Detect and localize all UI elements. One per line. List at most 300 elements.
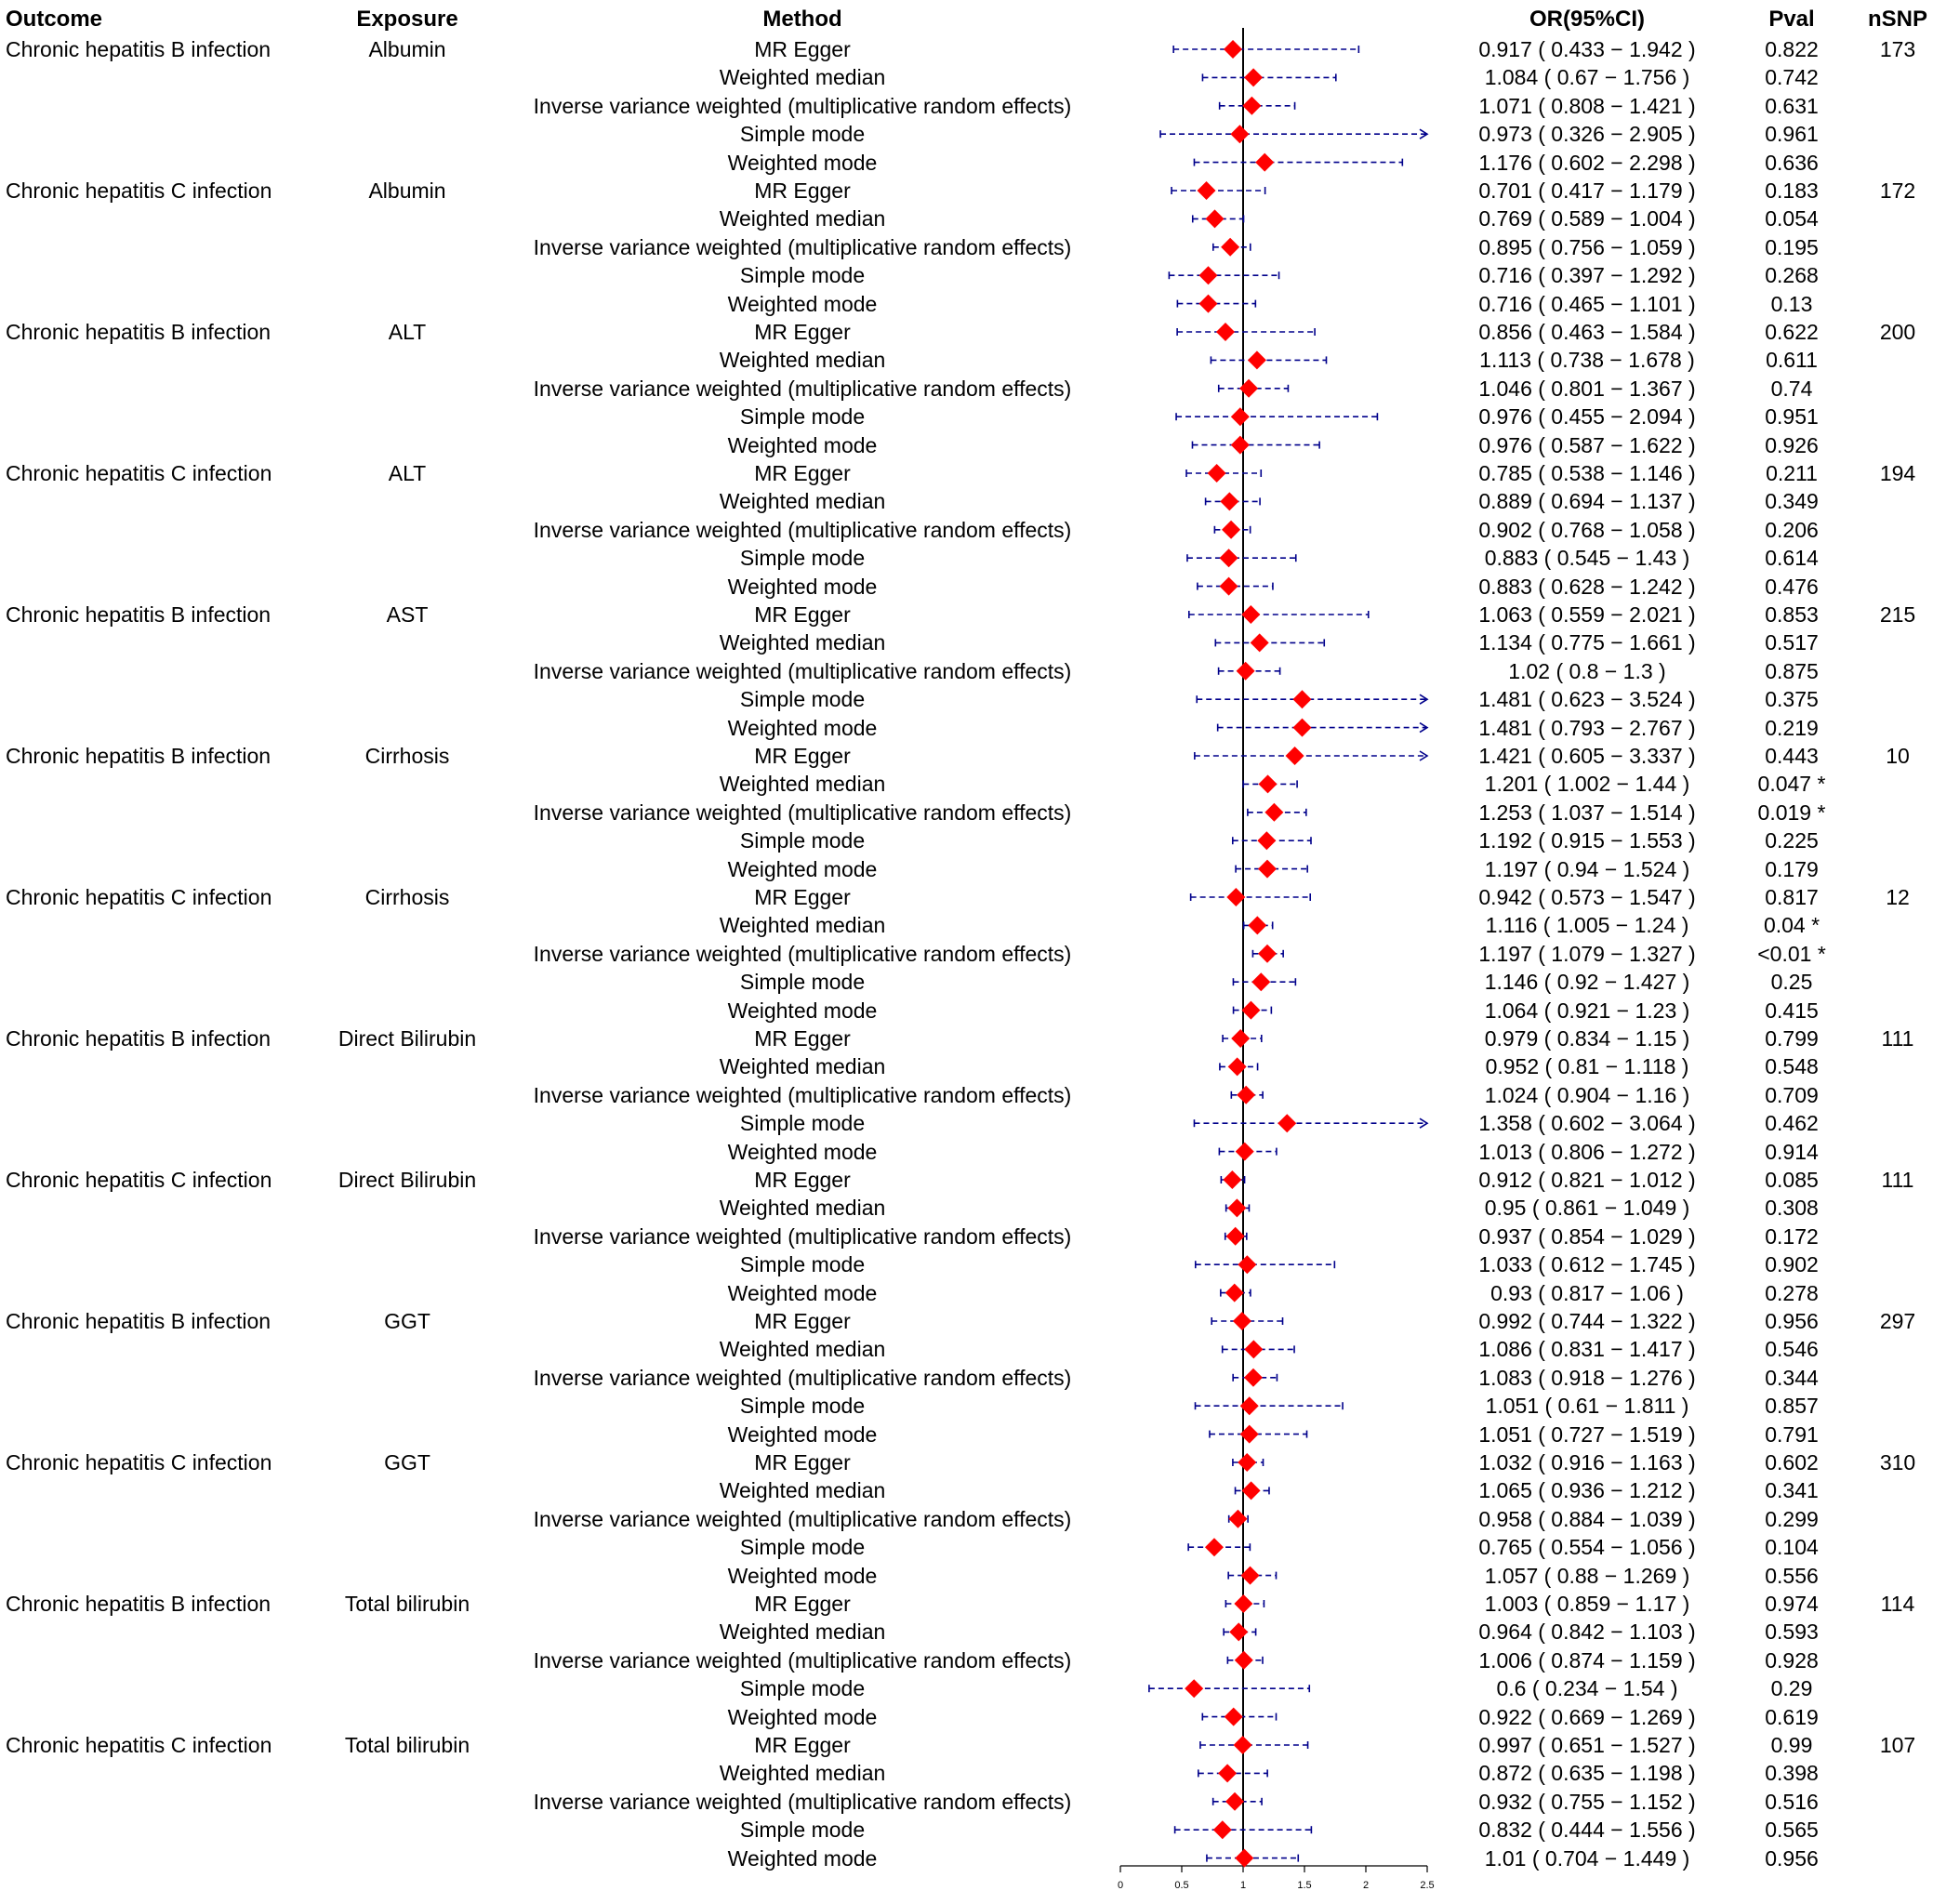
exposure-cell: ALT (388, 320, 427, 344)
exposure-cell: GGT (384, 1450, 430, 1474)
pval-cell: 0.956 (1765, 1309, 1819, 1333)
or-ci-cell: 1.02 ( 0.8 − 1.3 ) (1508, 658, 1666, 683)
method-cell: Simple mode (739, 263, 866, 288)
or-ci-cell: 1.253 ( 1.037 − 1.514 ) (1478, 800, 1696, 825)
method-cell: Simple mode (739, 1111, 866, 1136)
header-exposure: Exposure (356, 7, 458, 32)
method-cell: Inverse variance weighted (multiplicative random effects) (533, 658, 1072, 683)
pval-cell: 0.611 (1766, 348, 1818, 373)
pval-cell: 0.219 (1765, 715, 1819, 740)
or-ci-cell: 1.197 ( 1.079 − 1.327 ) (1478, 941, 1696, 966)
or-ci-cell: 1.071 ( 0.808 − 1.421 ) (1478, 93, 1696, 118)
method-cell: Weighted mode (727, 1139, 878, 1164)
or-ci-cell: 1.013 ( 0.806 − 1.272 ) (1478, 1139, 1696, 1164)
or-ci-cell: 0.979 ( 0.834 − 1.15 ) (1484, 1026, 1690, 1051)
or-point (1226, 1227, 1245, 1246)
x-tick-label: 1 (1239, 1880, 1247, 1891)
pval-cell: 0.799 (1765, 1026, 1819, 1051)
or-ci-cell: 0.895 ( 0.756 − 1.059 ) (1478, 234, 1696, 259)
method-cell: Weighted mode (727, 1704, 878, 1729)
method-cell: Simple mode (739, 1818, 866, 1843)
or-ci-cell: 0.883 ( 0.628 − 1.242 ) (1478, 574, 1696, 599)
pval-cell: 0.853 (1765, 602, 1819, 627)
method-cell: MR Egger (754, 744, 851, 768)
pval-cell: 0.548 (1765, 1054, 1819, 1079)
method-cell: MR Egger (754, 1168, 851, 1192)
pval-cell: 0.822 (1765, 37, 1819, 61)
nsnp-cell: 107 (1879, 1733, 1916, 1757)
pval-cell: 0.742 (1765, 65, 1819, 90)
or-point (1242, 97, 1261, 115)
or-point (1244, 1340, 1263, 1358)
pval-cell: 0.225 (1765, 828, 1819, 853)
method-cell: MR Egger (754, 320, 851, 344)
or-point (1185, 1679, 1203, 1698)
pval-cell: 0.268 (1765, 263, 1819, 288)
pval-cell: 0.857 (1765, 1394, 1819, 1419)
or-point (1234, 1594, 1252, 1613)
method-cell: Weighted median (719, 630, 886, 655)
nsnp-cell: 297 (1879, 1309, 1916, 1333)
header-pval: Pval (1768, 7, 1815, 32)
outcome-cell: Chronic hepatitis C infection (6, 178, 272, 203)
or-point (1292, 690, 1311, 708)
exposure-cell: Direct Bilirubin (338, 1168, 477, 1192)
method-cell: Simple mode (739, 970, 866, 995)
or-point (1220, 492, 1238, 510)
or-point (1292, 719, 1311, 737)
pval-cell: 0.13 (1770, 291, 1813, 316)
or-point (1199, 295, 1218, 313)
method-cell: Inverse variance weighted (multiplicative random effects) (533, 93, 1072, 118)
pval-cell: 0.631 (1765, 93, 1819, 118)
method-cell: Weighted mode (727, 574, 878, 599)
pval-cell: 0.817 (1765, 885, 1819, 909)
exposure-cell: Total bilirubin (344, 1733, 470, 1757)
pval-cell: 0.462 (1765, 1111, 1819, 1136)
pval-cell: <0.01 * (1757, 941, 1826, 966)
method-cell: MR Egger (754, 178, 851, 203)
or-ci-cell: 0.856 ( 0.463 − 1.584 ) (1478, 320, 1696, 344)
pval-cell: 0.928 (1765, 1647, 1819, 1673)
or-ci-cell: 1.083 ( 0.918 − 1.276 ) (1478, 1365, 1696, 1390)
or-ci-cell: 0.912 ( 0.821 − 1.012 ) (1478, 1168, 1696, 1192)
or-ci-cell: 1.051 ( 0.727 − 1.519 ) (1478, 1421, 1696, 1447)
or-point (1238, 1453, 1256, 1472)
or-point (1233, 1312, 1251, 1330)
or-ci-cell: 1.006 ( 0.874 − 1.159 ) (1478, 1647, 1696, 1673)
pval-cell: 0.602 (1765, 1450, 1819, 1474)
or-ci-cell: 1.084 ( 0.67 − 1.756 ) (1484, 65, 1690, 90)
method-cell: Simple mode (739, 1676, 866, 1701)
or-point (1223, 1170, 1241, 1189)
or-point (1238, 1255, 1256, 1274)
or-ci-cell: 0.769 ( 0.589 − 1.004 ) (1478, 206, 1696, 231)
method-cell: Simple mode (739, 122, 866, 147)
x-tick-label: 0.5 (1174, 1880, 1189, 1891)
pval-cell: 0.29 (1770, 1676, 1813, 1701)
or-ci-cell: 0.976 ( 0.455 − 2.094 ) (1478, 404, 1696, 430)
or-ci-cell: 1.051 ( 0.61 − 1.811 ) (1485, 1394, 1689, 1419)
or-ci-cell: 0.889 ( 0.694 − 1.137 ) (1478, 489, 1696, 514)
or-point (1222, 521, 1240, 539)
pval-cell: 0.04 * (1763, 913, 1820, 938)
or-ci-cell: 1.192 ( 0.915 − 1.553 ) (1478, 828, 1696, 853)
method-cell: Simple mode (739, 1535, 866, 1560)
or-point (1208, 464, 1226, 483)
pval-cell: 0.565 (1765, 1818, 1819, 1843)
outcome-cell: Chronic hepatitis C infection (6, 1168, 272, 1192)
method-cell: Inverse variance weighted (multiplicative random effects) (533, 1223, 1072, 1249)
or-ci-cell: 0.932 ( 0.755 − 1.152 ) (1478, 1789, 1696, 1814)
or-ci-cell: 1.033 ( 0.612 − 1.745 ) (1478, 1252, 1696, 1277)
exposure-cell: Albumin (368, 178, 446, 203)
or-ci-cell: 1.201 ( 1.002 − 1.44 ) (1484, 772, 1690, 797)
or-point (1225, 1792, 1244, 1811)
or-ci-cell: 1.481 ( 0.793 − 2.767 ) (1478, 715, 1696, 740)
or-ci-cell: 1.481 ( 0.623 − 3.524 ) (1478, 687, 1696, 712)
method-cell: Simple mode (739, 828, 866, 853)
outcome-cell: Chronic hepatitis B infection (6, 1592, 271, 1616)
or-ci-cell: 0.95 ( 0.861 − 1.049 ) (1484, 1196, 1690, 1221)
method-cell: Simple mode (739, 546, 866, 571)
method-cell: Inverse variance weighted (multiplicative random effects) (533, 1506, 1072, 1531)
x-tick-label: 2.5 (1420, 1880, 1435, 1891)
pval-cell: 0.709 (1765, 1082, 1819, 1107)
or-point (1218, 1764, 1237, 1782)
pval-cell: 0.278 (1765, 1280, 1819, 1305)
outcome-cell: Chronic hepatitis B infection (6, 37, 271, 61)
or-ci-cell: 0.785 ( 0.538 − 1.146 ) (1478, 461, 1696, 485)
or-ci-cell: 0.6 ( 0.234 − 1.54 ) (1496, 1676, 1678, 1701)
or-point (1231, 436, 1250, 455)
outcome-cell: Chronic hepatitis C infection (6, 885, 272, 909)
pval-cell: 0.875 (1765, 658, 1819, 683)
pval-cell: 0.476 (1765, 574, 1819, 599)
nsnp-cell: 194 (1879, 461, 1916, 485)
pval-cell: 0.593 (1765, 1620, 1819, 1645)
pval-cell: 0.516 (1765, 1789, 1819, 1814)
method-cell: Inverse variance weighted (multiplicative random effects) (533, 376, 1072, 401)
pval-cell: 0.085 (1765, 1168, 1819, 1192)
or-ci-cell: 0.93 ( 0.817 − 1.06 ) (1490, 1280, 1684, 1305)
method-cell: Simple mode (739, 687, 866, 712)
outcome-cell: Chronic hepatitis B infection (6, 1026, 271, 1051)
or-point (1229, 1622, 1248, 1641)
pval-cell: 0.172 (1765, 1223, 1819, 1249)
header-nsnp: nSNP (1867, 7, 1928, 32)
or-point (1248, 916, 1266, 934)
or-ci-cell: 1.113 ( 0.738 − 1.678 ) (1479, 348, 1695, 373)
or-ci-cell: 1.003 ( 0.859 − 1.17 ) (1484, 1592, 1690, 1616)
method-cell: MR Egger (754, 1592, 851, 1616)
or-point (1225, 1708, 1243, 1726)
or-ci-cell: 0.964 ( 0.842 − 1.103 ) (1478, 1620, 1696, 1645)
nsnp-cell: 111 (1881, 1026, 1914, 1051)
method-cell: MR Egger (754, 1733, 851, 1757)
or-point (1198, 181, 1216, 200)
or-ci-cell: 1.01 ( 0.704 − 1.449 ) (1484, 1845, 1690, 1871)
pval-cell: 0.902 (1765, 1252, 1819, 1277)
or-ci-cell: 0.716 ( 0.397 − 1.292 ) (1478, 263, 1696, 288)
exposure-cell: Albumin (368, 37, 446, 61)
method-cell: Inverse variance weighted (multiplicative random effects) (533, 1789, 1072, 1814)
method-cell: Weighted median (719, 1620, 886, 1645)
or-point (1257, 831, 1276, 850)
method-cell: Simple mode (739, 1252, 866, 1277)
method-cell: Inverse variance weighted (multiplicative random effects) (533, 1365, 1072, 1390)
pval-cell: 0.341 (1765, 1478, 1819, 1503)
or-ci-cell: 0.952 ( 0.81 − 1.118 ) (1485, 1054, 1689, 1079)
pval-cell: 0.926 (1765, 432, 1819, 457)
pval-cell: 0.636 (1765, 150, 1819, 175)
outcome-cell: Chronic hepatitis C infection (6, 461, 272, 485)
or-ci-cell: 1.032 ( 0.916 − 1.163 ) (1478, 1450, 1696, 1474)
pval-cell: 0.914 (1765, 1139, 1819, 1164)
method-cell: MR Egger (754, 461, 851, 485)
pval-cell: 0.375 (1765, 687, 1819, 712)
or-ci-cell: 0.937 ( 0.854 − 1.029 ) (1478, 1223, 1696, 1249)
or-point (1248, 350, 1266, 369)
method-cell: Weighted mode (727, 998, 878, 1023)
outcome-cell: Chronic hepatitis C infection (6, 1450, 272, 1474)
or-ci-cell: 0.942 ( 0.573 − 1.547 ) (1478, 885, 1696, 909)
or-ci-cell: 0.902 ( 0.768 − 1.058 ) (1478, 517, 1696, 542)
or-point (1264, 803, 1283, 822)
or-point (1216, 323, 1235, 341)
or-point (1241, 605, 1260, 624)
pval-cell: 0.104 (1765, 1535, 1819, 1560)
method-cell: Weighted mode (727, 1421, 878, 1447)
or-point (1278, 1114, 1296, 1132)
or-point (1258, 860, 1277, 879)
method-cell: Inverse variance weighted (multiplicative random effects) (533, 1647, 1072, 1673)
or-ci-cell: 0.716 ( 0.465 − 1.101 ) (1478, 291, 1696, 316)
pval-cell: 0.443 (1765, 744, 1819, 768)
pval-cell: 0.622 (1765, 320, 1819, 344)
or-point (1258, 945, 1277, 963)
pval-cell: 0.047 * (1757, 772, 1826, 797)
pval-cell: 0.349 (1765, 489, 1819, 514)
pval-cell: 0.74 (1770, 376, 1813, 401)
exposure-cell: Cirrhosis (364, 885, 450, 909)
or-point (1242, 1481, 1261, 1500)
method-cell: MR Egger (754, 885, 851, 909)
or-point (1230, 125, 1249, 143)
method-cell: MR Egger (754, 37, 851, 61)
or-ci-cell: 0.765 ( 0.554 − 1.056 ) (1478, 1535, 1696, 1560)
method-cell: MR Egger (754, 1026, 851, 1051)
pval-cell: 0.344 (1765, 1365, 1819, 1390)
exposure-cell: ALT (388, 461, 427, 485)
or-ci-cell: 1.063 ( 0.559 − 2.021 ) (1478, 602, 1696, 627)
outcome-cell: Chronic hepatitis B infection (6, 744, 271, 768)
method-cell: Weighted median (719, 65, 886, 90)
pval-cell: 0.951 (1765, 404, 1819, 430)
or-point (1220, 549, 1238, 567)
pval-cell: 0.99 (1770, 1733, 1813, 1757)
pval-cell: 0.179 (1765, 856, 1819, 881)
pval-cell: 0.619 (1765, 1704, 1819, 1729)
pval-cell: 0.206 (1765, 517, 1819, 542)
or-point (1213, 1820, 1232, 1839)
or-point (1251, 633, 1269, 652)
or-point (1224, 40, 1242, 59)
or-point (1221, 238, 1239, 257)
pval-cell: 0.961 (1765, 122, 1819, 147)
method-cell: Weighted mode (727, 150, 878, 175)
pval-cell: 0.546 (1765, 1337, 1819, 1362)
pval-cell: 0.308 (1765, 1196, 1819, 1221)
or-point (1220, 577, 1238, 596)
method-cell: Inverse variance weighted (multiplicative random effects) (533, 800, 1072, 825)
nsnp-cell: 172 (1879, 178, 1916, 203)
or-ci-cell: 0.917 ( 0.433 − 1.942 ) (1478, 37, 1696, 61)
pval-cell: 0.614 (1765, 546, 1819, 571)
method-cell: Weighted median (719, 1761, 886, 1786)
nsnp-cell: 310 (1879, 1450, 1916, 1474)
method-cell: Weighted mode (727, 432, 878, 457)
method-cell: Simple mode (739, 404, 866, 430)
exposure-cell: Direct Bilirubin (338, 1026, 477, 1051)
exposure-cell: GGT (384, 1309, 430, 1333)
x-tick-label: 2 (1362, 1880, 1370, 1891)
method-cell: Weighted mode (727, 856, 878, 881)
method-cell: Weighted median (719, 772, 886, 797)
nsnp-cell: 12 (1886, 885, 1910, 909)
outcome-cell: Chronic hepatitis C infection (6, 1733, 272, 1757)
method-cell: Weighted mode (727, 1280, 878, 1305)
pval-cell: 0.415 (1765, 998, 1819, 1023)
method-cell: Weighted median (719, 1054, 886, 1079)
or-point (1286, 747, 1304, 765)
exposure-cell: Cirrhosis (364, 744, 450, 768)
method-cell: Inverse variance weighted (multiplicative random effects) (533, 941, 1072, 966)
or-ci-cell: 0.922 ( 0.669 − 1.269 ) (1478, 1704, 1696, 1729)
or-point (1236, 1143, 1254, 1161)
pval-cell: 0.791 (1765, 1421, 1819, 1447)
header-method: Method (762, 7, 842, 32)
or-ci-cell: 1.046 ( 0.801 − 1.367 ) (1478, 376, 1696, 401)
or-point (1206, 209, 1225, 228)
method-cell: Inverse variance weighted (multiplicative random effects) (533, 517, 1072, 542)
or-point (1234, 1736, 1252, 1754)
x-tick-label: 0 (1117, 1880, 1124, 1891)
header-outcome: Outcome (6, 7, 103, 32)
pval-cell: 0.183 (1765, 178, 1819, 203)
or-point (1205, 1538, 1224, 1556)
pval-cell: 0.956 (1765, 1845, 1819, 1871)
nsnp-cell: 200 (1879, 320, 1916, 344)
pval-cell: 0.974 (1765, 1592, 1819, 1616)
or-point (1259, 774, 1278, 793)
or-ci-cell: 0.976 ( 0.587 − 1.622 ) (1478, 432, 1696, 457)
method-cell: Weighted mode (727, 715, 878, 740)
method-cell: Weighted median (719, 1337, 886, 1362)
or-point (1255, 153, 1274, 172)
method-cell: Weighted median (719, 1196, 886, 1221)
or-ci-cell: 1.024 ( 0.904 − 1.16 ) (1484, 1082, 1690, 1107)
or-ci-cell: 1.065 ( 0.936 − 1.212 ) (1478, 1478, 1696, 1503)
or-ci-cell: 1.197 ( 0.94 − 1.524 ) (1484, 856, 1690, 881)
header-or-ci: OR(95%CI) (1529, 7, 1646, 32)
or-ci-cell: 1.064 ( 0.921 − 1.23 ) (1484, 998, 1690, 1023)
method-cell: Inverse variance weighted (multiplicative random effects) (533, 234, 1072, 259)
pval-cell: 0.517 (1765, 630, 1819, 655)
exposure-cell: AST (386, 602, 429, 627)
or-point (1235, 1651, 1253, 1670)
outcome-cell: Chronic hepatitis B infection (6, 1309, 271, 1333)
method-cell: Weighted median (719, 913, 886, 938)
or-point (1231, 1029, 1250, 1048)
nsnp-cell: 215 (1879, 602, 1916, 627)
nsnp-cell: 10 (1886, 744, 1910, 768)
outcome-cell: Chronic hepatitis B infection (6, 320, 271, 344)
or-point (1244, 1368, 1263, 1387)
method-cell: Weighted mode (727, 291, 878, 316)
or-ci-cell: 0.992 ( 0.744 − 1.322 ) (1478, 1309, 1696, 1333)
or-ci-cell: 0.832 ( 0.444 − 1.556 ) (1478, 1818, 1696, 1843)
pval-cell: 0.556 (1765, 1563, 1819, 1588)
exposure-cell: Total bilirubin (344, 1592, 470, 1616)
or-ci-cell: 1.421 ( 0.605 − 3.337 ) (1478, 744, 1696, 768)
or-ci-cell: 0.701 ( 0.417 − 1.179 ) (1478, 178, 1696, 203)
or-ci-cell: 0.883 ( 0.545 − 1.43 ) (1484, 546, 1690, 571)
pval-cell: 0.019 * (1757, 800, 1826, 825)
nsnp-cell: 111 (1881, 1168, 1914, 1192)
or-point (1199, 266, 1218, 284)
method-cell: MR Egger (754, 1309, 851, 1333)
or-point (1237, 1086, 1255, 1104)
nsnp-cell: 114 (1880, 1592, 1915, 1616)
pval-cell: 0.25 (1770, 970, 1813, 995)
or-ci-cell: 1.057 ( 0.88 − 1.269 ) (1484, 1563, 1690, 1588)
or-point (1244, 68, 1263, 86)
or-ci-cell: 0.973 ( 0.326 − 2.905 ) (1478, 122, 1696, 147)
method-cell: Weighted median (719, 489, 886, 514)
or-ci-cell: 1.146 ( 0.92 − 1.427 ) (1484, 970, 1690, 995)
x-tick-label: 1.5 (1297, 1880, 1312, 1891)
or-ci-cell: 0.997 ( 0.651 − 1.527 ) (1478, 1733, 1696, 1757)
method-cell: MR Egger (754, 602, 851, 627)
or-point (1251, 972, 1270, 991)
method-cell: Simple mode (739, 1394, 866, 1419)
pval-cell: 0.195 (1765, 234, 1819, 259)
method-cell: Weighted median (719, 1478, 886, 1503)
pval-cell: 0.211 (1766, 461, 1818, 485)
method-cell: Weighted mode (727, 1563, 878, 1588)
pval-cell: 0.398 (1765, 1761, 1819, 1786)
pval-cell: 0.054 (1765, 206, 1819, 231)
or-ci-cell: 1.358 ( 0.602 − 3.064 ) (1478, 1111, 1696, 1136)
outcome-cell: Chronic hepatitis B infection (6, 602, 271, 627)
method-cell: Weighted mode (727, 1845, 878, 1871)
or-point (1235, 1849, 1253, 1868)
or-point (1237, 662, 1255, 681)
method-cell: Weighted median (719, 348, 886, 373)
or-ci-cell: 1.134 ( 0.775 − 1.661 ) (1478, 630, 1696, 655)
or-ci-cell: 1.086 ( 0.831 − 1.417 ) (1478, 1337, 1696, 1362)
method-cell: Weighted median (719, 206, 886, 231)
pval-cell: 0.299 (1765, 1506, 1819, 1531)
nsnp-cell: 173 (1879, 37, 1916, 61)
or-ci-cell: 0.958 ( 0.884 − 1.039 ) (1478, 1506, 1696, 1531)
or-ci-cell: 0.872 ( 0.635 − 1.198 ) (1478, 1761, 1696, 1786)
or-point (1231, 407, 1250, 426)
or-ci-cell: 1.116 ( 1.005 − 1.24 ) (1485, 913, 1689, 938)
or-point (1241, 1001, 1260, 1020)
method-cell: MR Egger (754, 1450, 851, 1474)
